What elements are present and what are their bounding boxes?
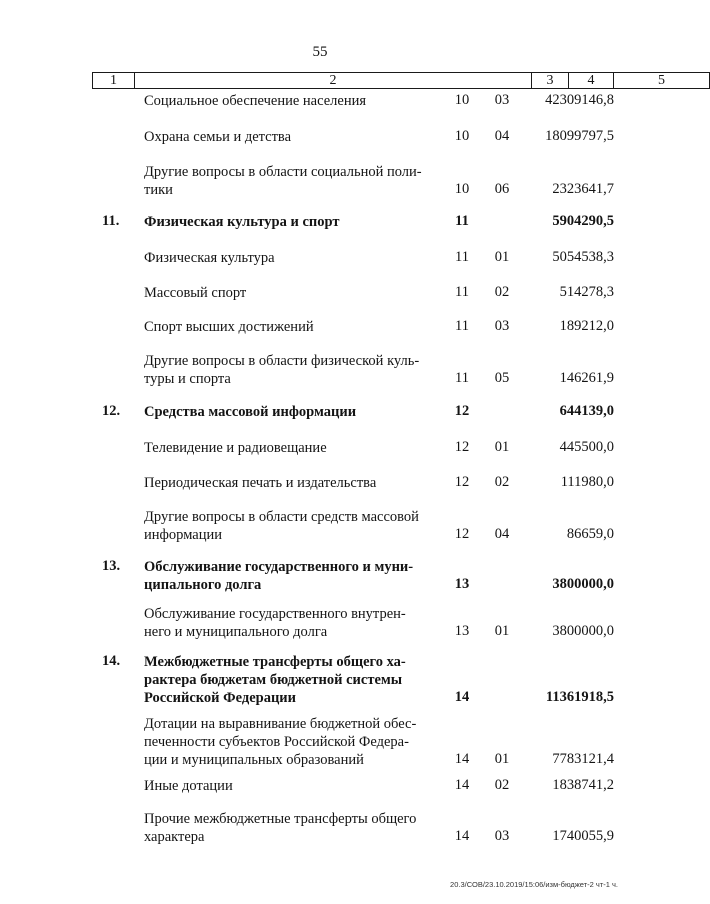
amount: 18099797,5 <box>545 128 614 144</box>
section-code: 11 <box>455 249 469 265</box>
subsection-code: 04 <box>494 128 510 144</box>
row-name: Физическая культура и спорт <box>144 214 340 230</box>
amount: 2323641,7 <box>552 181 614 197</box>
row-name: Дотации на выравнивание бюджетной обес- печенности субъектов Российской Федера- ции и муниципальных образований <box>144 716 417 768</box>
section-code: 11 <box>455 213 469 229</box>
section-number: 12. <box>102 403 121 419</box>
section-code: 11 <box>455 284 469 300</box>
subsection-code: 06 <box>494 181 510 197</box>
section-number: 14. <box>102 653 121 669</box>
amount: 644139,0 <box>559 403 614 419</box>
section-code: 14 <box>454 751 470 767</box>
subsection-code: 01 <box>494 623 510 639</box>
row-name: Физическая культура <box>144 250 275 266</box>
section-code: 12 <box>454 526 470 542</box>
section-number: 13. <box>102 558 121 574</box>
subsection-code: 03 <box>494 828 510 844</box>
amount: 111980,0 <box>560 474 614 490</box>
amount: 445500,0 <box>559 439 614 455</box>
section-code: 12 <box>454 439 470 455</box>
section-number: 11. <box>102 213 120 229</box>
subsection-code: 04 <box>494 526 510 542</box>
row-name: Иные дотации <box>144 778 233 794</box>
subsection-code: 03 <box>494 92 510 108</box>
subsection-code: 01 <box>494 751 510 767</box>
section-code: 12 <box>454 474 470 490</box>
row-name: Обслуживание государственного и муни- ципального долга <box>144 559 414 593</box>
section-code: 14 <box>454 689 470 705</box>
header-col-5: 5 <box>614 72 710 89</box>
amount: 189212,0 <box>559 318 614 334</box>
subsection-code: 05 <box>494 370 510 386</box>
page-number: 55 <box>312 44 328 60</box>
subsection-code: 01 <box>494 249 510 265</box>
amount: 5904290,5 <box>552 213 614 229</box>
row-name: Массовый спорт <box>144 285 247 301</box>
row-name: Прочие межбюджетные трансферты общего характера <box>144 811 417 845</box>
row-name: Телевидение и радиовещание <box>144 440 327 456</box>
subsection-code: 02 <box>494 777 510 793</box>
row-name: Другие вопросы в области физической куль- туры и спорта <box>144 353 420 387</box>
section-code: 12 <box>454 403 470 419</box>
header-col-2: 2 <box>135 72 532 89</box>
section-code: 10 <box>454 181 470 197</box>
row-name: Другие вопросы в области средств массовой информации <box>144 509 419 543</box>
amount: 3800000,0 <box>552 576 614 592</box>
section-code: 10 <box>454 92 470 108</box>
row-name: Межбюджетные трансферты общего ха- рактера бюджетам бюджетной системы Российской Федерации <box>144 654 406 706</box>
table-header-row <box>92 72 665 89</box>
section-code: 13 <box>454 623 470 639</box>
amount: 11361918,5 <box>545 689 614 705</box>
amount: 1740055,9 <box>552 828 614 844</box>
section-code: 14 <box>454 777 470 793</box>
amount: 3800000,0 <box>552 623 614 639</box>
row-name: Социальное обеспечение населения <box>144 93 367 109</box>
amount: 146261,9 <box>559 370 614 386</box>
section-code: 11 <box>455 370 469 386</box>
row-name: Другие вопросы в области социальной поли- тики <box>144 164 422 198</box>
amount: 5054538,3 <box>552 249 614 265</box>
header-col-4: 4 <box>569 72 614 89</box>
document-footer-code: 20.3/СОВ/23.10.2019/15:06/изм-бюджет-2 чт-1 ч. <box>450 880 618 889</box>
amount: 7783121,4 <box>552 751 614 767</box>
header-col-3: 3 <box>532 72 569 89</box>
subsection-code: 02 <box>494 474 510 490</box>
section-code: 14 <box>454 828 470 844</box>
amount: 42309146,8 <box>545 92 614 108</box>
section-code: 13 <box>454 576 470 592</box>
section-code: 10 <box>454 128 470 144</box>
section-code: 11 <box>455 318 469 334</box>
subsection-code: 02 <box>494 284 510 300</box>
row-name: Спорт высших достижений <box>144 319 314 335</box>
amount: 86659,0 <box>566 526 614 542</box>
subsection-code: 03 <box>494 318 510 334</box>
header-col-1: 1 <box>92 72 135 89</box>
amount: 514278,3 <box>559 284 614 300</box>
amount: 1838741,2 <box>552 777 614 793</box>
row-name: Средства массовой информации <box>144 404 357 420</box>
row-name: Охрана семьи и детства <box>144 129 292 145</box>
row-name: Обслуживание государственного внутрен- него и муниципального долга <box>144 606 406 640</box>
row-name: Периодическая печать и издательства <box>144 475 377 491</box>
subsection-code: 01 <box>494 439 510 455</box>
